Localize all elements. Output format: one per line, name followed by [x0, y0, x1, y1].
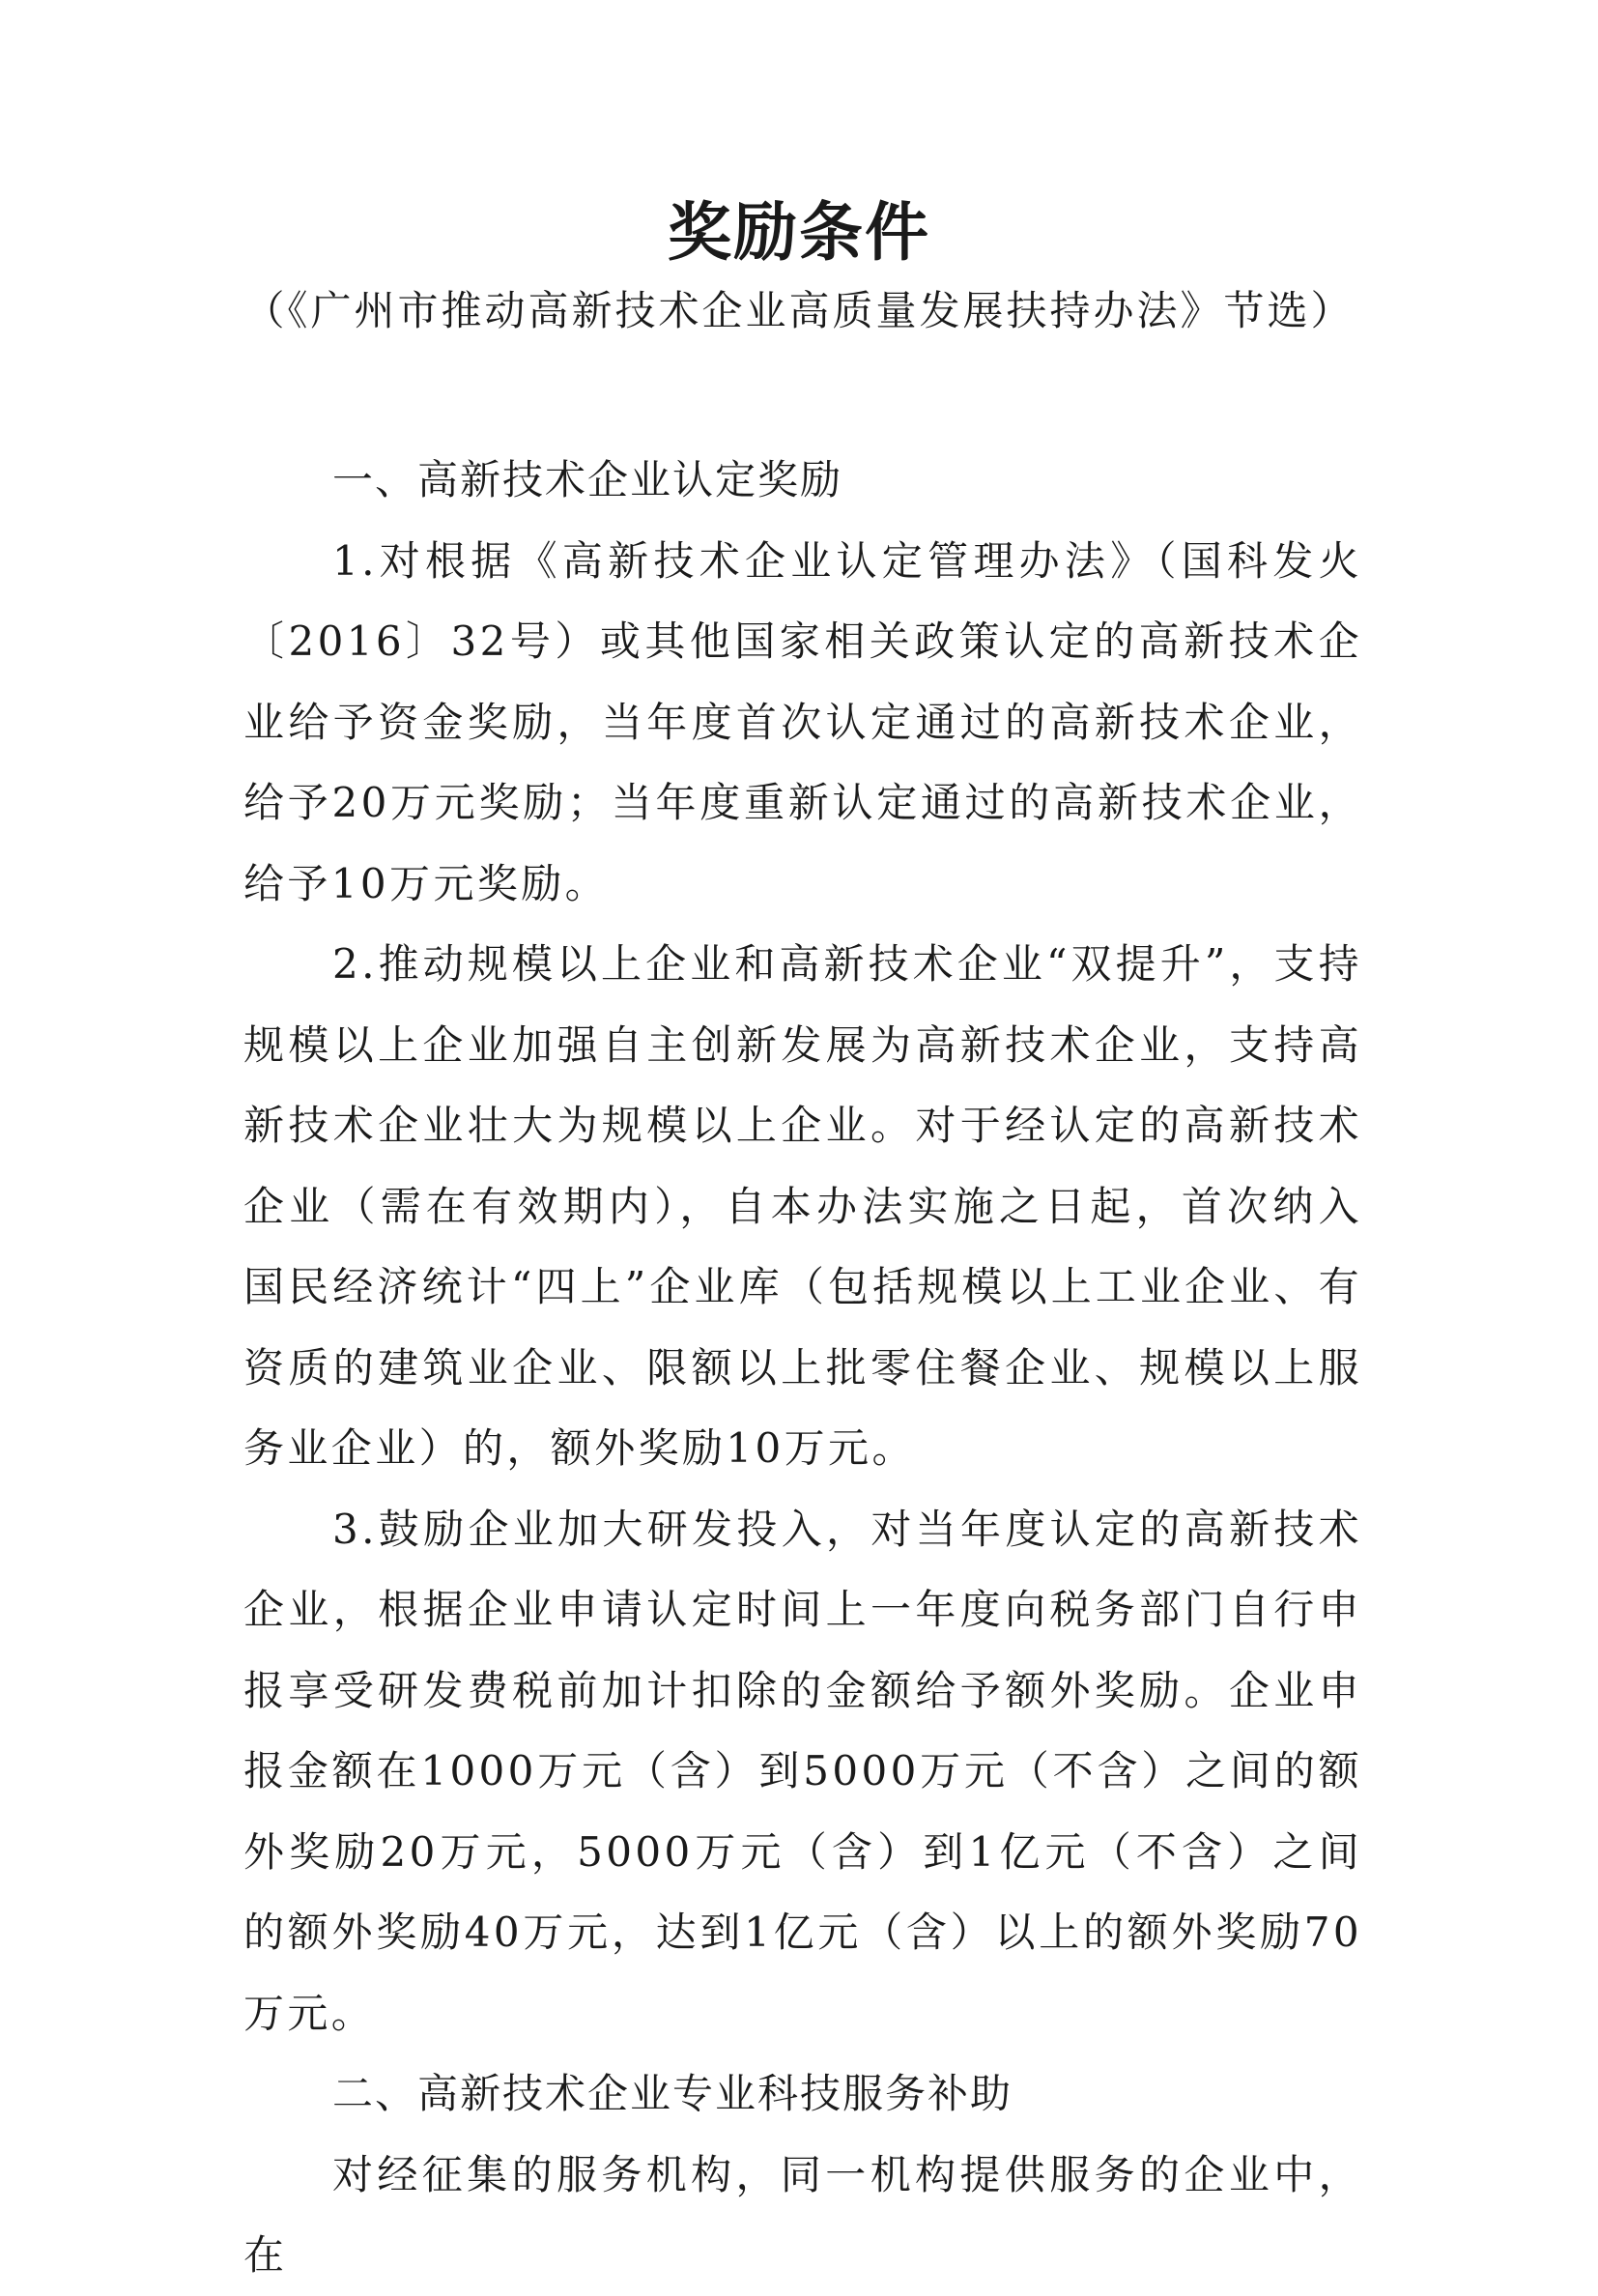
paragraph-4: 对经征集的服务机构，同一机构提供服务的企业中，在 — [243, 2150, 1362, 2279]
section-heading-2: 二、高新技术企业专业科技服务补助 — [332, 2070, 1013, 2117]
paragraph-2: 2.推动规模以上企业和高新技术企业“双提升”，支持规模以上企业加强自主创新发展为高新技术企业，支持高新技术企业壮大为规模以上企业。对于经认定的高新技术企业（需在有效期内），自本办法实施之日起，首次纳入国民经济统计“四上”企业库（包括规模以上工业企业、有资质的建筑业企业、限额以上批零住餐企业、规模以上服务业企业）的，额外奖励10万元。 — [243, 940, 1362, 1472]
document-title: 奖励条件 — [668, 195, 930, 270]
document-subtitle: （《广州市推动高新技术企业高质量发展扶持办法》节选） — [243, 287, 1355, 334]
paragraph-3: 3.鼓励企业加大研发投入，对当年度认定的高新技术企业，根据企业申请认定时间上一年度向税务部门自行申报享受研发费税前加计扣除的金额给予额外奖励。企业申报金额在1000万元（含）到5000万元（不含）之间的额外奖励20万元，5000万元（含）到1亿元（不含）之间的额外奖励40万元，达到1亿元（含）以上的额外奖励70万元。 — [243, 1505, 1362, 2037]
section-heading-1: 一、高新技术企业认定奖励 — [332, 456, 843, 503]
document-body — [243, 440, 1362, 2296]
paragraph-1: 1.对根据《高新技术企业认定管理办法》（国科发火〔2016〕32号）或其他国家相关政策认定的高新技术企业给予资金奖励，当年度首次认定通过的高新技术企业，给予20万元奖励；当年度重新认定通过的高新技术企业，给予10万元奖励。 — [243, 536, 1362, 907]
